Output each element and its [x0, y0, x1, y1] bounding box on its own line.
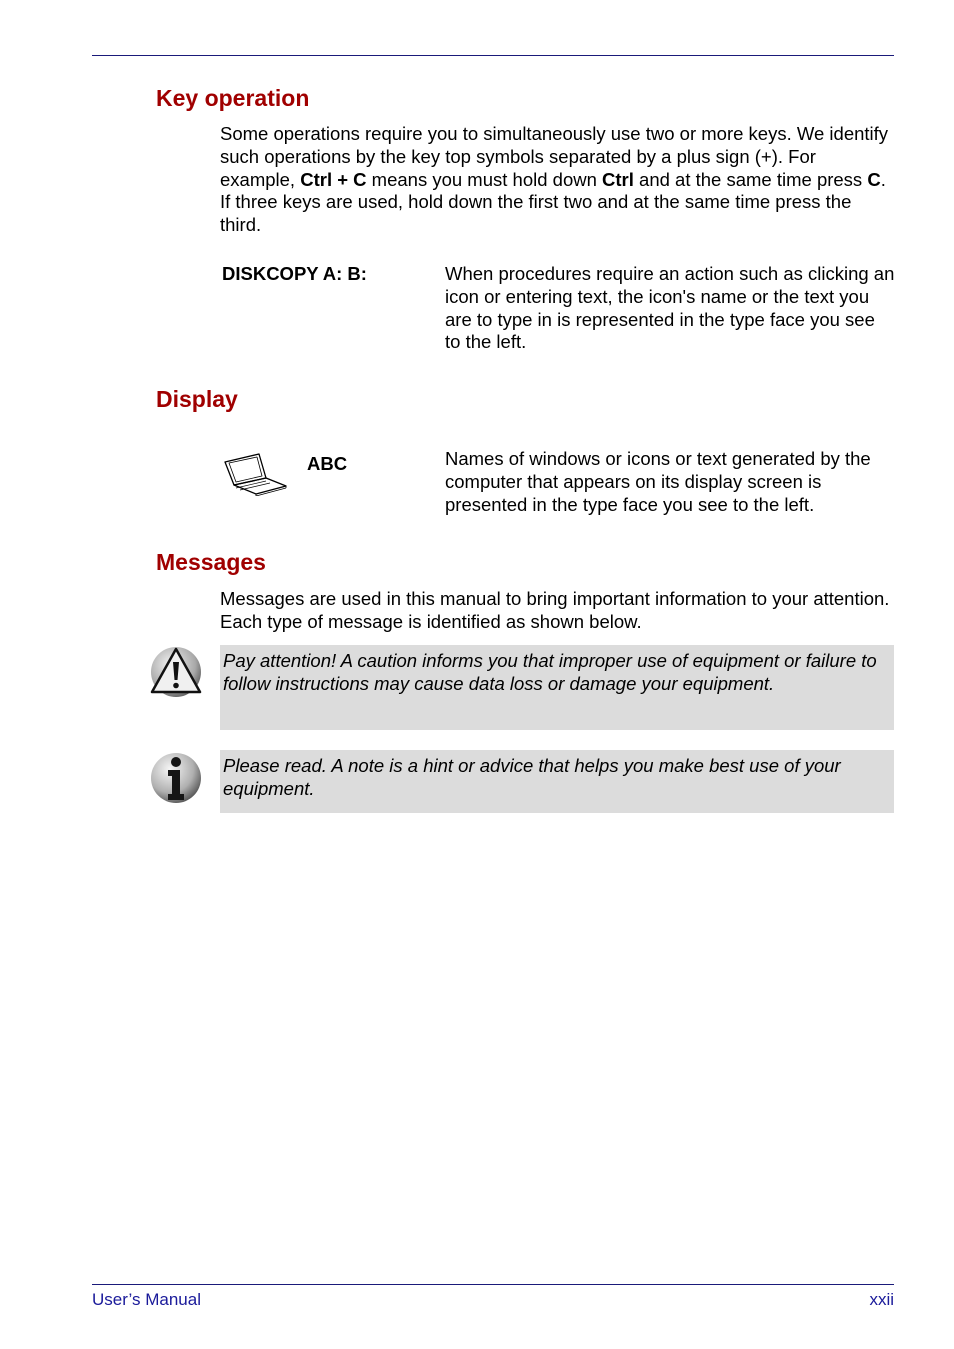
display-example: ABC	[307, 453, 348, 474]
para-text-2: means you must hold down	[366, 168, 603, 190]
key-operation-heading: Key operation	[156, 85, 310, 111]
key-operation-paragraph	[220, 123, 895, 237]
display-heading: Display	[156, 386, 238, 412]
para-text-1: Some operations require you to simultaneously use two or more keys. We identify such operations by the key top symbols separated by a plus sign (+). For example,	[220, 123, 889, 190]
typeface-example: DISKCOPY A: B:	[222, 263, 367, 284]
key-ctrl: Ctrl	[602, 168, 634, 190]
header-rule	[92, 55, 894, 56]
display-description: Names of windows or icons or text generated by the computer that appears on its display screen is presented in the type face you see to the left.	[445, 448, 871, 515]
messages-intro: Messages are used in this manual to bring important information to your attention. Each type of message is identified as shown below.	[220, 588, 890, 632]
para-text-4: . If three keys are used, hold down the first two and at the same time press the third.	[220, 168, 886, 236]
footer-page-number: xxii	[869, 1290, 894, 1309]
note-message-text: Please read. A note is a hint or advice that helps you make best use of your equipment.	[223, 755, 841, 799]
para-text-3: and at the same time press	[633, 168, 868, 190]
footer-rule	[92, 1284, 894, 1285]
caution-message-box	[220, 645, 894, 730]
caution-icon	[148, 644, 204, 705]
info-icon	[148, 750, 204, 811]
footer-manual-title: User’s Manual	[92, 1290, 201, 1309]
key-combo-ctrl-c: Ctrl + C	[300, 168, 367, 190]
laptop-icon	[222, 452, 288, 501]
note-message-box	[220, 750, 894, 813]
key-c: C	[867, 168, 881, 190]
typeface-description: When procedures require an action such as clicking an icon or entering text, the icon's name or the text you are to type in is represented in the type face you see to the left.	[445, 263, 895, 353]
messages-heading: Messages	[156, 549, 266, 575]
caution-message-text: Pay attention! A caution informs you that improper use of equipment or failure to follow instructions may cause data loss or damage your equipment.	[223, 650, 877, 694]
